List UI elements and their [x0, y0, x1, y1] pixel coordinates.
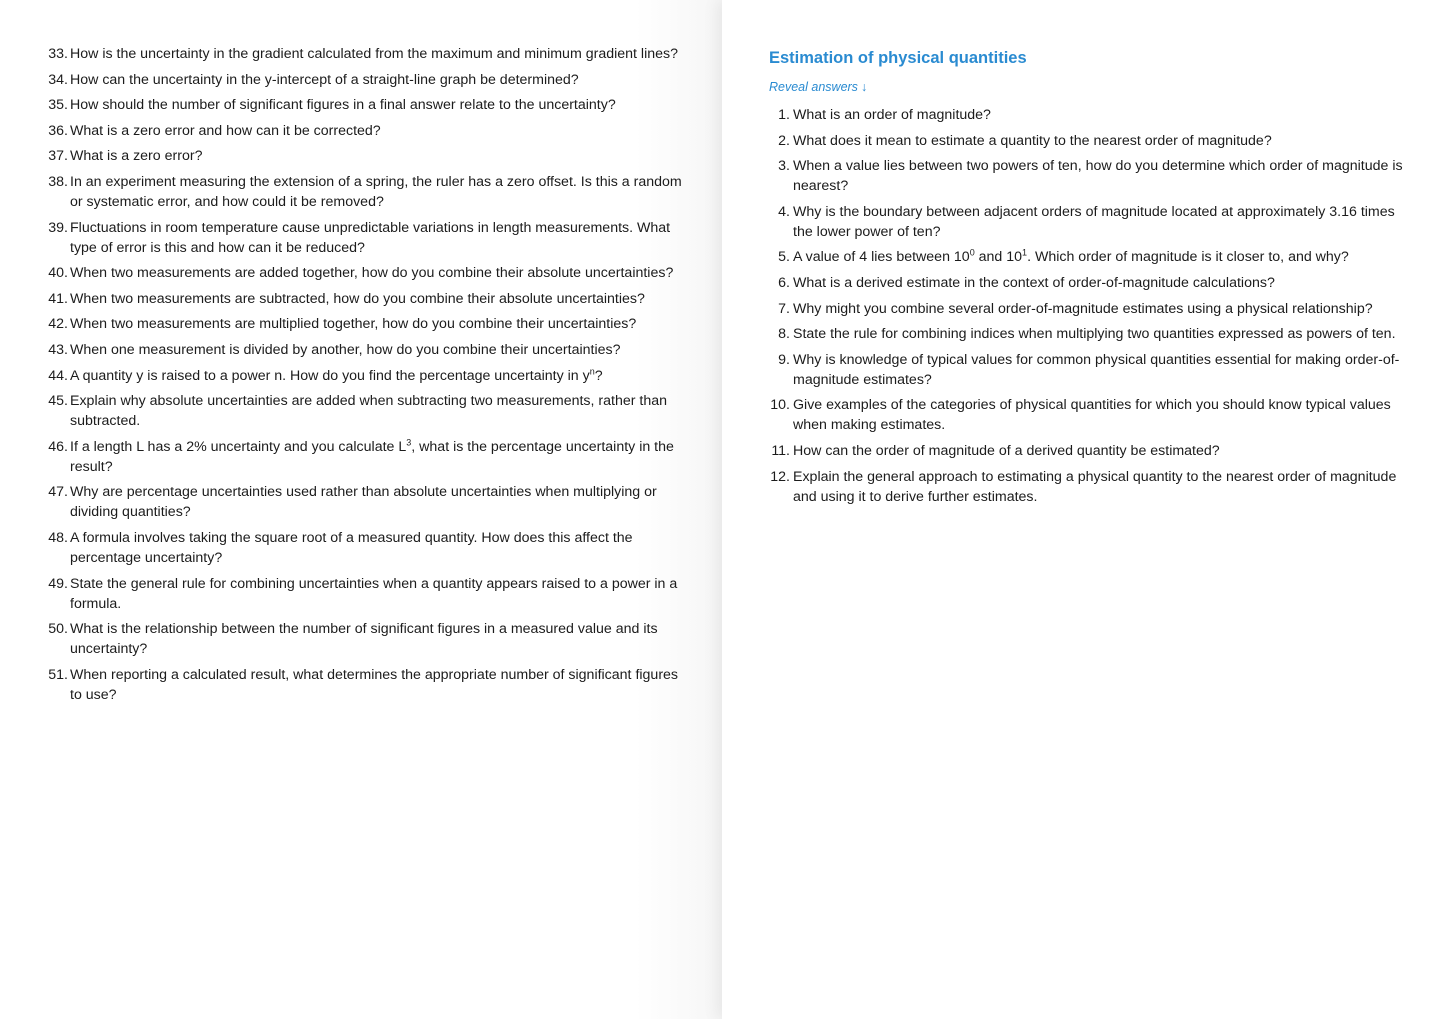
question-item: [769, 105, 1405, 125]
question-number: 10.: [770, 397, 790, 414]
right-page: [722, 0, 1445, 1019]
question-text: Why are percentage uncertainties used rather than absolute uncertainties when multiplying or dividing quantities?: [70, 484, 657, 521]
question-text: What is a derived estimate in the context of order-of-magnitude calculations?: [793, 274, 1275, 291]
question-item: [769, 247, 1405, 267]
question-item: [48, 482, 682, 522]
superscript: n: [589, 365, 595, 376]
question-text: Explain why absolute uncertainties are added when subtracting two measurements, rather than subtracted.: [70, 393, 668, 430]
question-text-part: ?: [594, 367, 603, 384]
question-number: 3.: [778, 158, 790, 175]
question-text: Fluctuations in room temperature cause unpredictable variations in length measurements. What type of error is this and how can it be reduced?: [70, 219, 671, 256]
question-text: What is a zero error and how can it be corrected?: [70, 122, 381, 139]
question-number: 48.: [48, 529, 68, 546]
superscript: 1: [1022, 247, 1028, 258]
question-item: [48, 366, 682, 386]
question-text: When reporting a calculated result, what determines the appropriate number of significant figures to use?: [70, 666, 679, 703]
question-item: [48, 619, 682, 659]
question-item: [48, 665, 682, 705]
question-text-part: and 10: [974, 249, 1023, 266]
question-number: 6.: [778, 274, 790, 291]
question-item: [769, 467, 1405, 507]
question-item: [769, 299, 1405, 319]
question-text: How is the uncertainty in the gradient calculated from the maximum and minimum gradient lines?: [70, 46, 678, 62]
question-number: 9.: [778, 351, 790, 368]
question-text: Why might you combine several order-of-magnitude estimates using a physical relationship?: [793, 300, 1373, 317]
question-number: 36.: [48, 122, 68, 139]
question-item: [769, 202, 1405, 242]
question-number: 37.: [48, 148, 68, 165]
question-text-part: , what is the percentage uncertainty in the result?: [70, 438, 674, 475]
question-item: [48, 218, 682, 258]
question-item: [769, 324, 1405, 344]
question-list-uncertainties: [48, 44, 682, 705]
question-number: 33.: [48, 46, 68, 62]
question-text: A formula involves taking the square root of a measured quantity. How does this affect the percentage uncertainty?: [70, 529, 633, 566]
question-number: 39.: [48, 219, 68, 236]
question-text: What is an order of magnitude?: [793, 107, 991, 123]
question-text: When two measurements are multiplied together, how do you combine their uncertainties?: [70, 316, 637, 333]
question-number: 8.: [778, 326, 790, 343]
question-text: State the general rule for combining uncertainties when a quantity appears raised to a power in a formula.: [70, 575, 678, 612]
question-item: [48, 340, 682, 360]
question-item: [769, 131, 1405, 151]
question-item: [48, 437, 682, 477]
left-page: [0, 0, 722, 1019]
question-item: [48, 314, 682, 334]
question-item: [48, 44, 682, 64]
question-item: [48, 172, 682, 212]
reveal-answers-link[interactable]: [769, 78, 1405, 96]
question-number: 51.: [48, 666, 68, 683]
question-text: How can the order of magnitude of a derived quantity be estimated?: [793, 442, 1220, 459]
question-text-part: A quantity y is raised to a power n. How do you find the percentage uncertainty in y: [70, 367, 590, 384]
question-text: Why is the boundary between adjacent orders of magnitude located at approximately 3.16 times the lower power of ten?: [793, 203, 1395, 240]
question-item: [48, 528, 682, 568]
question-text: When a value lies between two powers of ten, how do you determine which order of magnitude is nearest?: [793, 158, 1403, 195]
question-text: What does it mean to estimate a quantity to the nearest order of magnitude?: [793, 132, 1272, 149]
question-number: 43.: [48, 341, 68, 358]
section-title: Estimation of physical quantities: [769, 49, 1027, 67]
reveal-answers-label: Reveal answers: [769, 80, 858, 94]
question-item: [48, 289, 682, 309]
question-number: 45.: [48, 393, 68, 410]
question-text-part: . Which order of magnitude is it closer to, and why?: [1027, 249, 1349, 266]
question-number: 4.: [778, 203, 790, 220]
question-text: What is the relationship between the number of significant figures in a measured value and its uncertainty?: [70, 621, 658, 658]
question-number: 7.: [778, 300, 790, 317]
superscript: 3: [406, 436, 412, 447]
question-text-part: If a length L has a 2% uncertainty and you calculate L: [70, 438, 407, 455]
question-item: [769, 441, 1405, 461]
question-text: When one measurement is divided by another, how do you combine their uncertainties?: [70, 341, 621, 358]
question-item: [769, 350, 1405, 390]
question-number: 35.: [48, 97, 68, 114]
question-number: 5.: [778, 249, 790, 266]
question-text: Give examples of the categories of physical quantities for which you should know typical values when making estimates.: [793, 397, 1391, 434]
superscript: 0: [969, 247, 975, 258]
question-number: 46.: [48, 438, 68, 455]
question-text: When two measurements are subtracted, how do you combine their absolute uncertainties?: [70, 290, 645, 307]
arrow-down-icon: ↓: [860, 80, 868, 94]
question-text: How should the number of significant figures in a final answer relate to the uncertainty?: [70, 97, 616, 114]
question-text: How can the uncertainty in the y-intercept of a straight-line graph be determined?: [70, 71, 579, 88]
question-number: 38.: [48, 173, 68, 190]
question-number: 50.: [48, 621, 68, 638]
question-text: When two measurements are added together, how do you combine their absolute uncertainties?: [70, 265, 674, 282]
question-number: 12.: [770, 468, 790, 485]
question-list-estimation: [769, 105, 1405, 507]
question-number: 2.: [778, 132, 790, 149]
question-item: [48, 391, 682, 431]
question-text: What is a zero error?: [70, 148, 203, 165]
question-text: State the rule for combining indices when multiplying two quantities expressed as powers of ten.: [793, 326, 1396, 343]
question-item: [48, 121, 682, 141]
question-number: 49.: [48, 575, 68, 592]
question-number: 1.: [778, 107, 790, 123]
question-number: 41.: [48, 290, 68, 307]
question-number: 34.: [48, 71, 68, 88]
question-number: 44.: [48, 367, 68, 384]
question-item: [48, 146, 682, 166]
question-number: 42.: [48, 316, 68, 333]
question-item: [48, 263, 682, 283]
question-number: 11.: [771, 442, 790, 459]
question-item: [769, 395, 1405, 435]
question-number: 47.: [48, 484, 68, 501]
question-item: [48, 70, 682, 90]
question-text: In an experiment measuring the extension of a spring, the ruler has a zero offset. Is this a random or systematic error, and how could it be removed?: [70, 173, 682, 210]
question-item: [769, 156, 1405, 196]
question-text: Why is knowledge of typical values for common physical quantities essential for making order-of-magnitude estimates?: [793, 351, 1400, 388]
question-item: [769, 273, 1405, 293]
question-text: Explain the general approach to estimating a physical quantity to the nearest order of magnitude and using it to derive further estimates.: [793, 468, 1397, 505]
question-item: [48, 574, 682, 614]
question-text-part: A value of 4 lies between 10: [793, 249, 970, 266]
question-number: 40.: [48, 265, 68, 282]
question-item: [48, 95, 682, 115]
